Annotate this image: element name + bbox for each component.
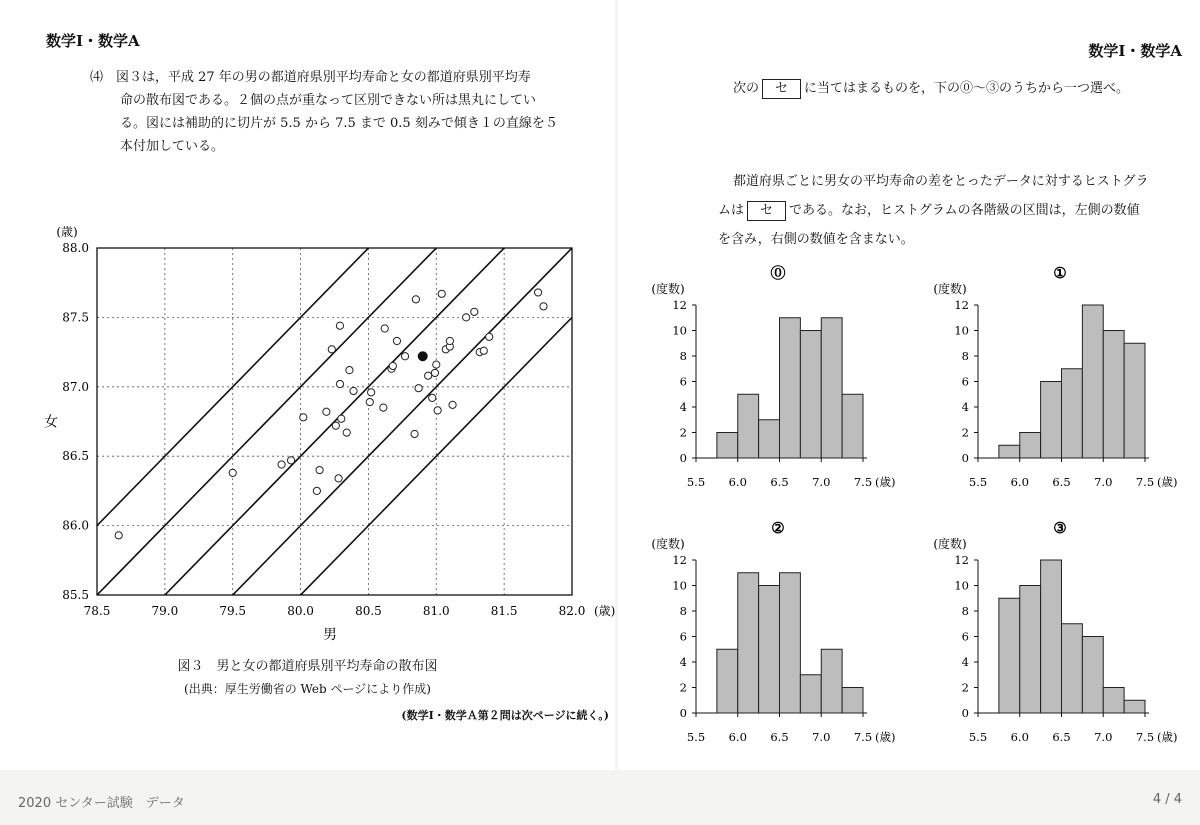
scatter-point (393, 337, 400, 344)
histogram-bar (780, 573, 801, 713)
x-tick-label: 80.5 (355, 604, 382, 618)
y-tick-label: 8 (679, 604, 687, 618)
x-tick-label: 79.5 (219, 604, 247, 618)
choice-label: ① (1053, 264, 1067, 282)
scatter-point (380, 404, 387, 411)
x-tick-label: 6.0 (728, 730, 747, 744)
scatter-point (287, 457, 294, 464)
x-tick-label: 82.0 (558, 604, 586, 618)
histogram-bar (1124, 343, 1145, 458)
y-tick-label: 10 (672, 578, 687, 593)
scatter-point (401, 353, 408, 360)
x-unit-label: (歳) (875, 475, 896, 489)
histogram-bar (1041, 560, 1062, 713)
y-tick-label: 87.5 (62, 310, 89, 325)
histogram-bar (759, 420, 780, 458)
paragraph (718, 167, 1148, 254)
scatter-point (433, 361, 440, 368)
histogram-ylabel: (度数) (933, 537, 967, 551)
histogram-bar (821, 649, 842, 713)
x-tick-label: 80.0 (287, 604, 314, 618)
y-unit-label: (歳) (56, 225, 78, 239)
histogram-bar (1082, 305, 1103, 458)
histogram-bar (717, 433, 738, 459)
problem-line: ⑷ 図３は，平成 27 年の男の都道府県別平均寿命と女の都道府県別平均寿 (90, 70, 531, 85)
scatter-point (534, 289, 541, 296)
y-tick-label: 88.0 (62, 241, 89, 255)
x-axis-title: 男 (323, 627, 337, 643)
histogram-ylabel: (度数) (651, 282, 685, 296)
y-tick-label: 12 (672, 298, 687, 312)
figure-caption: 図３ 男と女の都道府県別平均寿命の散布図 (177, 659, 438, 674)
histogram-bar (999, 598, 1020, 713)
x-tick-label: 79.0 (151, 604, 179, 618)
paragraph-line: を含み，右側の数値を含まない。 (718, 232, 914, 247)
x-tick-label: 5.5 (686, 730, 706, 744)
x-tick-label: 7.0 (1094, 475, 1113, 489)
reference-line (97, 215, 572, 645)
document-title: 2020 センター試験 データ (18, 796, 185, 811)
scatter-point (434, 407, 441, 414)
scatter-point (338, 415, 345, 422)
problem-line: 本付加している。 (120, 139, 225, 154)
scatter-point (486, 333, 493, 340)
x-tick-label: 5.5 (686, 475, 706, 489)
histogram-bar (738, 394, 759, 458)
y-tick-label: 0 (961, 706, 969, 720)
x-tick-label: 7.0 (812, 730, 831, 744)
paragraph-l2-suffix: である。なお，ヒストグラムの各階級の区間は，左側の数値 (789, 203, 1140, 218)
y-tick-label: 2 (961, 425, 969, 440)
histogram-bar (1082, 637, 1103, 714)
scatter-point (389, 362, 396, 369)
y-tick-label: 10 (954, 578, 969, 593)
y-tick-label: 85.5 (62, 588, 89, 602)
left-page (0, 0, 615, 770)
y-axis-title: 女 (44, 414, 58, 431)
y-tick-label: 86.0 (62, 518, 89, 533)
scatter-point (425, 372, 432, 379)
y-tick-label: 6 (961, 374, 969, 389)
histogram-bar (1020, 586, 1041, 714)
y-tick-label: 87.0 (62, 379, 89, 394)
x-tick-label: 7.0 (812, 475, 831, 489)
scatter-point (366, 398, 373, 405)
scatter-point (328, 346, 335, 353)
scatter-point (332, 422, 339, 429)
histogram-bar (1062, 624, 1083, 713)
histogram-bar (1020, 433, 1041, 459)
y-tick-label: 6 (679, 629, 687, 644)
y-tick-label: 10 (672, 323, 687, 338)
histogram-choice-3 (900, 515, 1190, 755)
figure-source: (出典：厚生労働省の Web ページにより作成) (184, 682, 431, 696)
histogram-bar (1103, 688, 1124, 714)
histogram-bar (800, 331, 821, 459)
histogram-choice-1 (900, 260, 1190, 500)
y-tick-label: 0 (961, 451, 969, 465)
question-suffix: に当てはまるものを，下の⓪～③のうちから一つ選べ。 (804, 81, 1130, 96)
subject-heading-right: 数学Ⅰ・数学A (1088, 42, 1182, 60)
choice-label: ⓪ (770, 264, 786, 282)
y-tick-label: 0 (679, 451, 687, 465)
scatter-point (429, 394, 436, 401)
problem-text (90, 66, 610, 158)
y-tick-label: 4 (679, 655, 687, 669)
histogram-bar (738, 573, 759, 713)
scatter-point (412, 296, 419, 303)
histogram-bar (1041, 382, 1062, 459)
histogram-choice-2 (618, 515, 908, 755)
continue-note: (数学Ⅰ・数学Ａ第２問は次ページに続く。) (401, 709, 609, 722)
scatter-point (346, 367, 353, 374)
x-unit-label: (歳) (875, 730, 896, 744)
y-tick-label: 4 (679, 400, 687, 414)
x-tick-label: 7.5 (853, 475, 873, 489)
histogram-ylabel: (度数) (933, 282, 967, 296)
histogram-bar (821, 318, 842, 458)
x-unit-label: (歳) (594, 604, 615, 618)
y-tick-label: 12 (672, 553, 687, 567)
page-indicator: 4 / 4 (1152, 792, 1182, 807)
histogram-bar (842, 688, 863, 714)
x-unit-label: (歳) (1157, 475, 1178, 489)
x-tick-label: 6.5 (770, 475, 789, 489)
scatter-point (115, 532, 122, 539)
y-tick-label: 12 (954, 298, 969, 312)
y-tick-label: 2 (679, 425, 687, 440)
viewer-status-bar (0, 770, 1200, 825)
y-tick-label: 2 (679, 680, 687, 695)
reference-line (97, 215, 572, 595)
x-tick-label: 7.5 (1135, 730, 1155, 744)
y-tick-label: 4 (961, 400, 969, 414)
scatter-point (368, 389, 375, 396)
x-tick-label: 81.5 (490, 604, 518, 618)
histogram-bar (1062, 369, 1083, 458)
scatter-point (278, 461, 285, 468)
choice-label: ③ (1053, 519, 1067, 537)
reference-line (97, 248, 572, 645)
histogram-bar (999, 445, 1020, 458)
y-tick-label: 10 (954, 323, 969, 338)
scatter-point-double (418, 352, 427, 361)
y-tick-label: 2 (961, 680, 969, 695)
x-tick-label: 5.5 (968, 730, 988, 744)
x-tick-label: 6.5 (1052, 730, 1071, 744)
reference-line (97, 317, 572, 645)
subject-heading-left: 数学Ⅰ・数学A (46, 32, 140, 50)
y-tick-label: 4 (961, 655, 969, 669)
scatter-point (350, 387, 357, 394)
histogram-bar (842, 394, 863, 458)
problem-line: 命の散布図である。２個の点が重なって区別できない所は黒丸にしてい (120, 93, 537, 108)
scatter-point (336, 380, 343, 387)
scatter-point (471, 308, 478, 315)
y-tick-label: 8 (961, 604, 969, 618)
scatter-point (540, 303, 547, 310)
scatter-point (323, 408, 330, 415)
x-tick-label: 7.5 (1135, 475, 1155, 489)
x-tick-label: 7.5 (853, 730, 873, 744)
histogram-ylabel: (度数) (651, 537, 685, 551)
histogram-bar (780, 318, 801, 458)
x-tick-label: 6.0 (1010, 730, 1029, 744)
histogram-bar (717, 649, 738, 713)
scatter-point (463, 314, 470, 321)
scatter-point (336, 322, 343, 329)
paragraph-l2-prefix: ムは (718, 203, 745, 218)
x-tick-label: 78.5 (83, 604, 111, 618)
paragraph-line: 都道府県ごとに男女の平均寿命の差をとったデータに対するヒストグラ (733, 174, 1149, 189)
x-unit-label: (歳) (1157, 730, 1178, 744)
scatter-point (438, 290, 445, 297)
y-tick-label: 8 (961, 349, 969, 363)
scatter-point (446, 337, 453, 344)
choice-label: ② (771, 519, 785, 537)
scatter-point (381, 325, 388, 332)
y-tick-label: 6 (961, 629, 969, 644)
x-tick-label: 6.5 (770, 730, 789, 744)
scatter-point (229, 469, 236, 476)
histogram-bar (800, 675, 821, 713)
scatter-point (431, 369, 438, 376)
x-tick-label: 6.0 (728, 475, 747, 489)
histogram-bar (759, 586, 780, 714)
y-tick-label: 0 (679, 706, 687, 720)
scatter-point (316, 466, 323, 473)
x-tick-label: 6.0 (1010, 475, 1029, 489)
histogram-bar (1124, 700, 1145, 713)
x-tick-label: 81.0 (422, 604, 450, 618)
y-tick-label: 8 (679, 349, 687, 363)
answer-box: セ (747, 201, 786, 221)
scatter-point (480, 347, 487, 354)
x-tick-label: 5.5 (968, 475, 988, 489)
scatter-point (313, 487, 320, 494)
scatter-point (343, 429, 350, 436)
x-tick-label: 7.0 (1094, 730, 1113, 744)
question-line (733, 77, 1129, 100)
y-tick-label: 12 (954, 553, 969, 567)
reference-line (97, 215, 572, 526)
y-tick-label: 86.5 (62, 449, 89, 464)
scatter-point (449, 401, 456, 408)
y-tick-label: 6 (679, 374, 687, 389)
question-prefix: 次の (733, 81, 760, 96)
scatter-point (411, 430, 418, 437)
problem-line: る。図には補助的に切片が 5.5 から 7.5 まで 0.5 刻みで傾き１の直線を５ (120, 116, 558, 131)
histogram-choice-0 (618, 260, 908, 500)
histogram-bar (1103, 331, 1124, 459)
answer-box: セ (762, 79, 801, 99)
scatter-point (300, 414, 307, 421)
scatter-point (415, 385, 422, 392)
x-tick-label: 6.5 (1052, 475, 1071, 489)
scatter-point (335, 475, 342, 482)
scatter-plot (0, 215, 615, 645)
right-page (618, 0, 1200, 770)
